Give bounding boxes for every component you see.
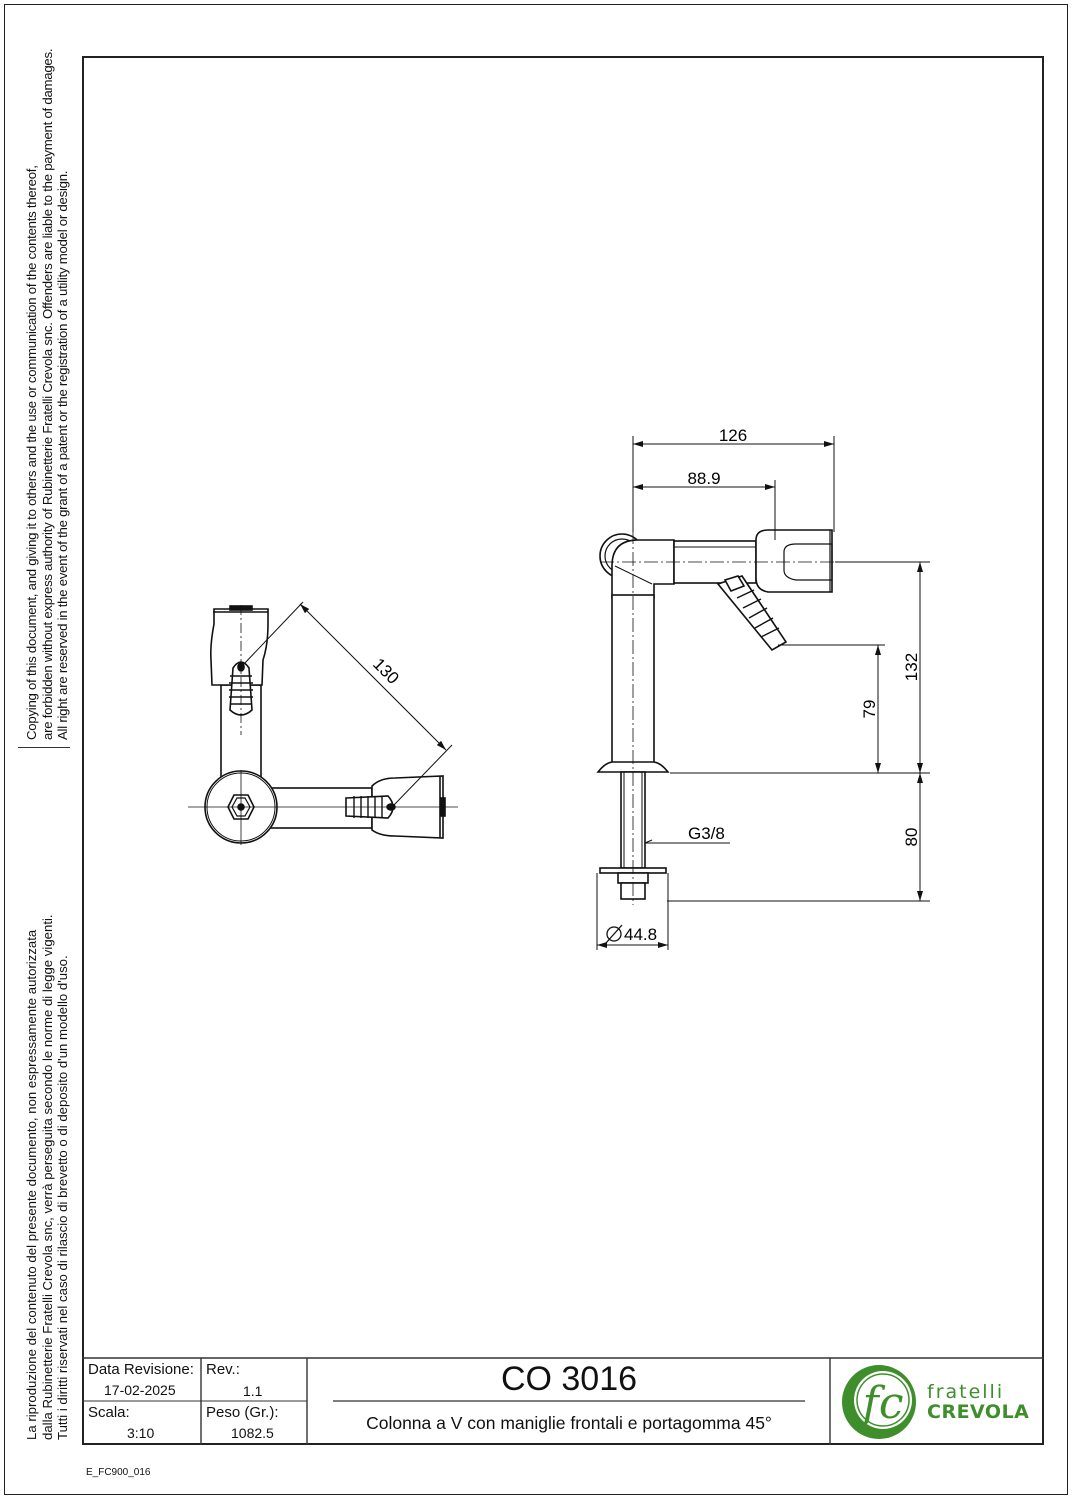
weight-value: 1082.5 bbox=[231, 1425, 274, 1441]
dim-shank-length: 80 bbox=[902, 827, 921, 847]
plan-view bbox=[188, 602, 458, 845]
elevation-handle bbox=[756, 530, 832, 592]
dim-plan-length: 130 bbox=[369, 654, 403, 688]
revision-date-value: 17-02-2025 bbox=[104, 1382, 176, 1398]
scale-label: Scala: bbox=[88, 1404, 130, 1421]
logo-line-2: CREVOLA bbox=[927, 1401, 1030, 1423]
notice-en-line-2: are forbidden without express authority of Rubinetterie Fratelli Crevola snc. Offenders are liable to the payment of damages. bbox=[39, 48, 55, 740]
notice-it-line-1: La riproduzione del contenuto del presente documento, non espressamente autorizzata bbox=[24, 929, 39, 1440]
rev-label: Rev.: bbox=[206, 1361, 240, 1378]
revision-date-label: Data Revisione: bbox=[88, 1361, 194, 1378]
dim-height-total: 132 bbox=[902, 652, 921, 682]
rev-value: 1.1 bbox=[243, 1383, 263, 1399]
document-code: E_FC900_016 bbox=[86, 1467, 151, 1478]
notice-it-line-3: Tutti i diritti riservati nel caso di rilascio di brevetto o di deposito d'un modello d'uso. bbox=[55, 955, 70, 1440]
notice-en-line-1: Copying of this document, and giving it to others and the use or communication of the contents thereof, bbox=[24, 165, 39, 740]
notice-it-line-2: dalla Rubinetterie Fratelli Crevola snc, verrà perseguita secondo le norme di legge vigenti. bbox=[39, 914, 55, 1440]
product-code: CO 3016 bbox=[500, 1360, 638, 1398]
dim-thread: G3/8 bbox=[688, 824, 725, 843]
notice-en-line-3: All right are reserved in the event of the grant of a patent or the registration of a utility model or design. bbox=[55, 170, 70, 740]
dim-width-axis: 88.9 bbox=[687, 469, 721, 488]
scale-value: 3:10 bbox=[127, 1425, 155, 1441]
dim-height-outlet: 79 bbox=[860, 699, 879, 719]
diameter-symbol-icon bbox=[606, 925, 622, 943]
dim-base-diameter: 44.8 bbox=[624, 925, 658, 944]
elevation-view bbox=[598, 530, 930, 905]
weight-label: Peso (Gr.): bbox=[206, 1404, 279, 1421]
logo-line-1: fratelli bbox=[927, 1381, 1005, 1403]
logo-monogram: fc bbox=[862, 1378, 904, 1429]
product-description: Colonna a V con maniglie frontali e portagomma 45° bbox=[366, 1413, 772, 1433]
dim-width-total: 126 bbox=[718, 426, 748, 445]
